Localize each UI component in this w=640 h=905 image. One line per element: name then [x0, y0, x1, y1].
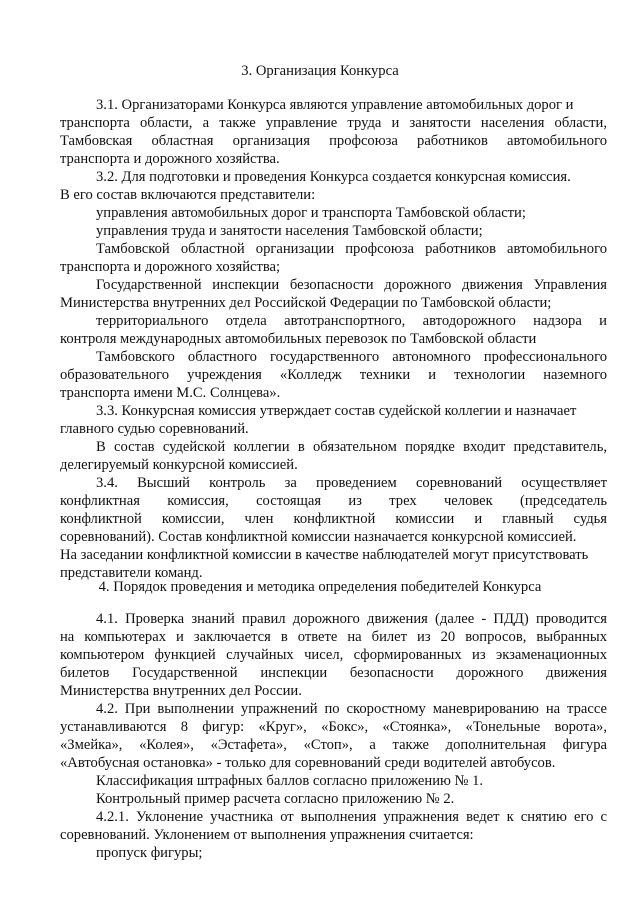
- para-3-1-line: транспорта и дорожного хозяйства.: [60, 151, 280, 167]
- list-item: пропуск фигуры;: [96, 845, 203, 861]
- list-item: Тамбовской областной организации профсоюза работников автомобильного: [96, 241, 607, 257]
- list-item: управления труда и занятости населения Тамбовской области;: [96, 223, 483, 239]
- para-3-4-line: представители команд.: [60, 565, 203, 581]
- para-4-2-line: Классификация штрафных баллов согласно приложению № 1.: [96, 773, 484, 789]
- list-item: Тамбовского областного государственного автономного профессионального: [96, 349, 607, 365]
- list-item: транспорта и дорожного хозяйства;: [60, 259, 281, 275]
- para-4-2-line: Контрольный пример расчета согласно приложению № 2.: [96, 791, 455, 807]
- para-4-1-line: Министерства внутренних дел России.: [60, 683, 302, 699]
- list-item: Государственной инспекции безопасности дорожного движения Управления: [96, 277, 607, 293]
- para-3-3-line: главного судью соревнований.: [60, 421, 249, 437]
- para-3-3-line: В состав судейской коллегии в обязательном порядке входит представитель,: [96, 439, 607, 455]
- para-3-4-line: соревнований). Состав конфликтной комиссии назначается конкурсной комиссией.: [60, 529, 577, 545]
- list-item: контроля международных автомобильных перевозок по Тамбовской области: [60, 331, 537, 347]
- para-3-4-line: 3.4. Высший контроль за проведением соревнований осуществляет: [96, 475, 607, 491]
- list-item: Министерства внутренних дел Российской Федерации по Тамбовской области;: [60, 295, 552, 311]
- para-4-2-line: «Автобусная остановка» - только для соревнований среди водителей автобусов.: [60, 755, 556, 771]
- para-3-3-line: 3.3. Конкурсная комиссия утверждает состав судейской коллегии и назначает: [96, 403, 577, 419]
- para-4-2-1-line: соревнований. Уклонением от выполнения упражнения считается:: [60, 827, 474, 843]
- para-3-4-line: конфликтная комиссия, состоящая из трех человек (председатель: [60, 493, 607, 509]
- para-4-1-line: на компьютерах и заключается в ответе на билет из 20 вопросов, выбранных: [60, 629, 607, 645]
- list-item: транспорта имени М.С. Солнцева».: [60, 385, 281, 401]
- para-3-4-line: конфликтной комиссии, член конфликтной комиссии и главный судья: [60, 511, 607, 527]
- para-4-1-line: билетов Государственной инспекции безопасности дорожного движения: [60, 665, 607, 681]
- section-3-heading: 3. Организация Конкурса: [241, 63, 399, 79]
- para-3-2-line: 3.2. Для подготовки и проведения Конкурса создается конкурсная комиссия.: [96, 169, 571, 185]
- para-3-3-line: делегируемый конкурсной комиссией.: [60, 457, 298, 473]
- para-4-2-line: 4.2. При выполнении упражнений по скоростному маневрированию на трассе: [96, 701, 607, 717]
- para-4-2-line: «Змейка», «Колея», «Эстафета», «Стоп», а также дополнительная фигура: [60, 737, 607, 753]
- list-item: образовательного учреждения «Колледж техники и технологии наземного: [60, 367, 607, 383]
- para-3-1-line: транспорта области, а также управление труда и занятости населения области,: [60, 115, 607, 131]
- para-3-1-line: Тамбовская областная организация профсоюза работников автомобильного: [60, 133, 607, 149]
- para-3-4-line: На заседании конфликтной комиссии в качестве наблюдателей могут присутствовать: [60, 547, 589, 563]
- para-4-2-1-line: 4.2.1. Уклонение участника от выполнения упражнения ведет к снятию его с: [96, 809, 607, 825]
- section-4-heading: 4. Порядок проведения и методика определения победителей Конкурса: [98, 579, 542, 595]
- para-4-2-line: устанавливаются 8 фигур: «Круг», «Бокс», «Стоянка», «Тонельные ворота»,: [60, 719, 607, 735]
- para-4-1-line: компьютером функцией случайных чисел, сформированных из экзаменационных: [60, 647, 607, 663]
- para-3-1-line: 3.1. Организаторами Конкурса являются управление автомобильных дорог и: [96, 97, 574, 113]
- para-3-2-line: В его состав включаются представители:: [60, 187, 316, 203]
- para-4-1-line: 4.1. Проверка знаний правил дорожного движения (далее - ПДД) проводится: [96, 611, 607, 627]
- list-item: территориального отдела автотранспортного, автодорожного надзора и: [96, 313, 607, 329]
- list-item: управления автомобильных дорог и транспорта Тамбовской области;: [96, 205, 526, 221]
